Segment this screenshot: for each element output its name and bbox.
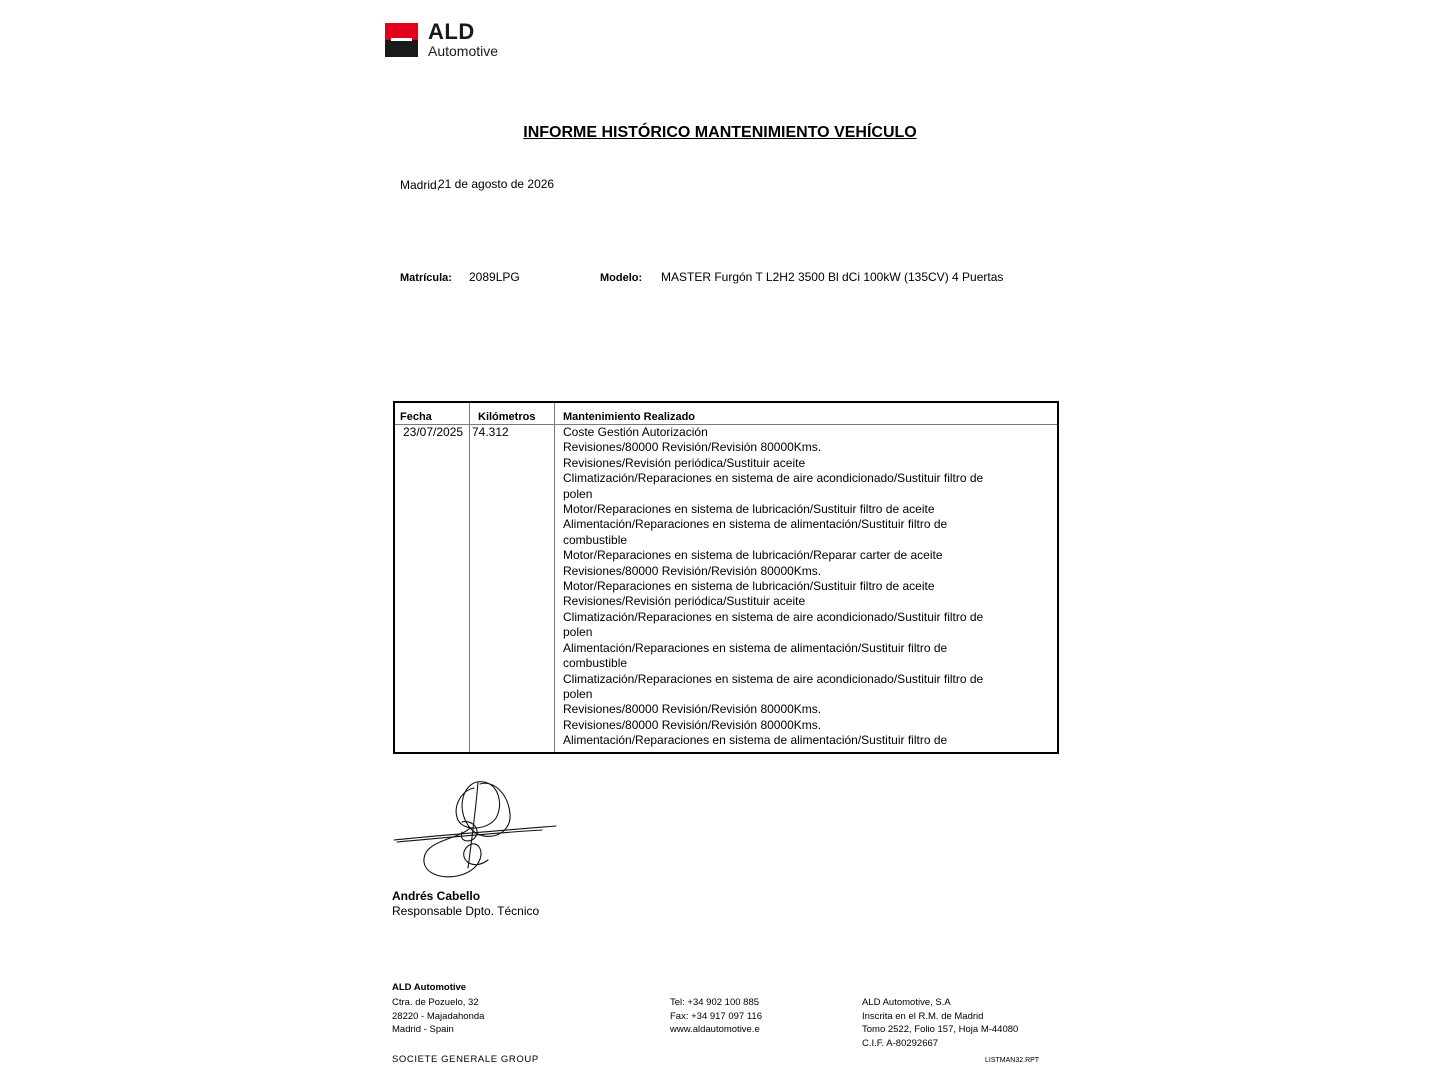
maintenance-line: Motor/Reparaciones en sistema de lubricación/Sustituir filtro de aceite: [563, 502, 935, 517]
model-label: Modelo:: [600, 272, 643, 284]
footer-address-line: 28220 - Majadahonda: [392, 1010, 485, 1022]
footer-address: [392, 996, 484, 1037]
maintenance-line: combustible: [563, 656, 628, 671]
maintenance-line: Revisiones/80000 Revisión/Revisión 80000Kms.: [563, 702, 822, 717]
maintenance-line: Revisiones/80000 Revisión/Revisión 80000Kms.: [563, 717, 822, 732]
report-code: LISTMAN32.RPT: [985, 1057, 1040, 1064]
maintenance-line: Revisiones/Revisión periódica/Sustituir aceite: [563, 594, 806, 609]
footer-legal: [862, 996, 1018, 1050]
footer-legal-line: C.I.F. A-80292667: [862, 1037, 939, 1049]
cell-fecha: 23/07/2025: [403, 425, 464, 439]
maintenance-table: [393, 401, 1059, 754]
date-city: Madrid,: [400, 178, 441, 192]
ald-logo-mark: [385, 23, 418, 57]
plate-label: Matrícula:: [400, 272, 452, 284]
footer-legal-line: ALD Automotive, S.A: [862, 997, 951, 1008]
header-fecha: Fecha: [400, 411, 432, 423]
header-mantenimiento: Mantenimiento Realizado: [563, 411, 696, 423]
plate-value: 2089LPG: [469, 270, 520, 284]
signature-image: [392, 778, 558, 884]
maintenance-line: Climatización/Reparaciones en sistema de aire acondicionado/Sustituir filtro de: [563, 671, 984, 686]
maintenance-line: Motor/Reparaciones en sistema de lubricación/Reparar carter de aceite: [563, 548, 943, 563]
maintenance-line: polen: [563, 625, 593, 640]
model-value: MASTER Furgón T L2H2 3500 Bl dCi 100kW (135CV) 4 Puertas: [661, 270, 1004, 284]
maintenance-line: Motor/Reparaciones en sistema de lubricación/Sustituir filtro de aceite: [563, 579, 935, 594]
footer-address-line: Madrid - Spain: [392, 1024, 454, 1036]
maintenance-line: Revisiones/Revisión periódica/Sustituir aceite: [563, 455, 806, 470]
maintenance-line: Coste Gestión Autorización: [563, 425, 708, 439]
footer-legal-line: Inscrita en el R.M. de Madrid: [862, 1010, 984, 1022]
maintenance-line: combustible: [563, 532, 628, 547]
date-value: 21 de agosto de 2026: [438, 177, 555, 191]
footer-company: ALD Automotive: [392, 982, 467, 993]
group-logo-text: SOCIETE GENERALE GROUP: [392, 1054, 539, 1065]
maintenance-line: Climatización/Reparaciones en sistema de aire acondicionado/Sustituir filtro de: [563, 471, 984, 486]
cell-kilometros: 74.312: [472, 425, 509, 439]
signer-name: Andrés Cabello: [392, 889, 481, 903]
maintenance-line: Revisiones/80000 Revisión/Revisión 80000Kms.: [563, 440, 822, 455]
logo-text-automotive: Automotive: [428, 43, 499, 59]
signer-role: Responsable Dpto. Técnico: [392, 904, 540, 918]
maintenance-line: Alimentación/Reparaciones en sistema de alimentación/Sustituir filtro de: [563, 733, 948, 748]
page-title: INFORME HISTÓRICO MANTENIMIENTO VEHÍCULO: [523, 124, 917, 141]
maintenance-line: Revisiones/80000 Revisión/Revisión 80000Kms.: [563, 563, 822, 578]
logo-text-ald: ALD: [428, 19, 475, 44]
maintenance-list: [563, 425, 1003, 749]
maintenance-line: polen: [563, 486, 593, 501]
footer-phone: Tel: +34 902 100 885: [670, 997, 760, 1008]
footer-website: www.aldautomotive.e: [670, 1024, 760, 1036]
maintenance-line: Alimentación/Reparaciones en sistema de alimentación/Sustituir filtro de: [563, 517, 948, 532]
header-kilometros: Kilómetros: [478, 411, 536, 423]
maintenance-line: Climatización/Reparaciones en sistema de aire acondicionado/Sustituir filtro de: [563, 609, 984, 624]
footer-contact: [670, 996, 762, 1037]
maintenance-line: polen: [563, 686, 593, 701]
footer-fax: Fax: +34 917 097 116: [670, 1010, 762, 1022]
maintenance-line: Alimentación/Reparaciones en sistema de alimentación/Sustituir filtro de: [563, 640, 948, 655]
footer-address-line: Ctra. de Pozuelo, 32: [392, 997, 479, 1008]
footer-legal-line: Tomo 2522, Folio 157, Hoja M-44080: [862, 1024, 1019, 1036]
